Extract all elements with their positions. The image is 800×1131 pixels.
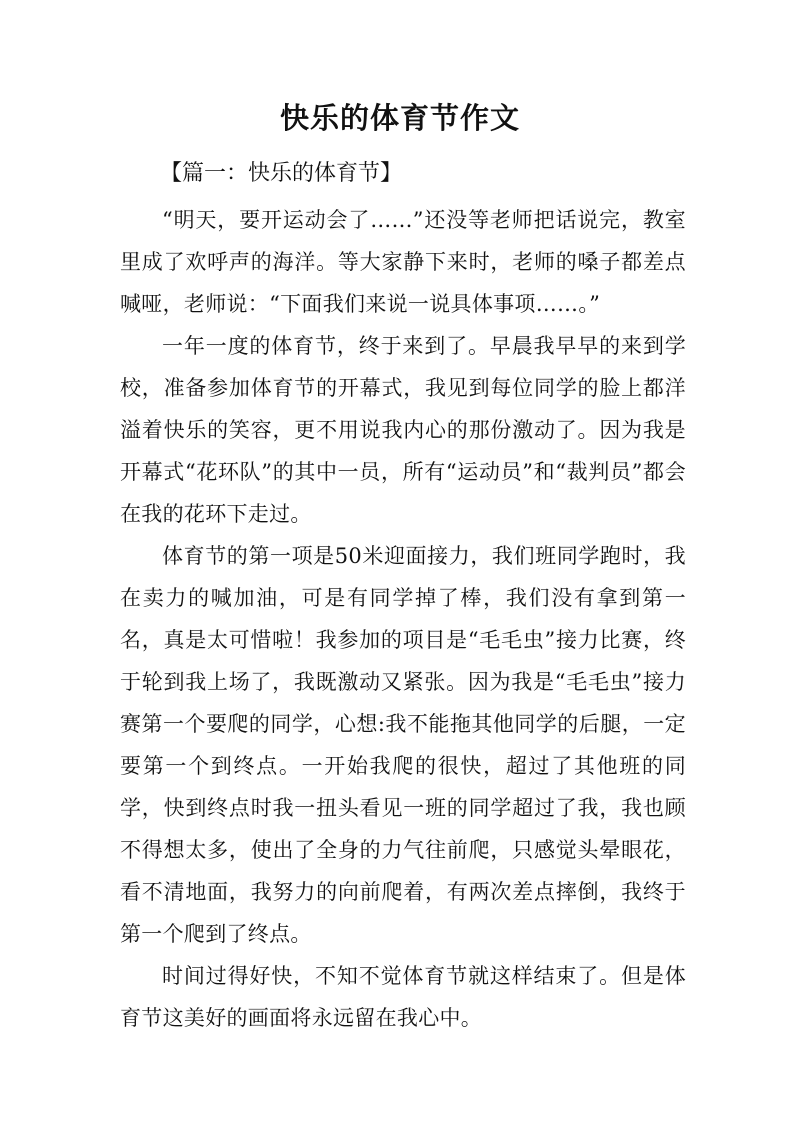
- section-heading: 【篇一：快乐的体育节】: [160, 161, 403, 186]
- paragraph-1: “明天，要开运动会了……”还没等老师把话说完，教室里成了欢呼声的海洋。等大家静下来时，老师的嗓子都差点喊哑，老师说：“下面我们来说一说具体事项……。”: [120, 208, 686, 316]
- paragraph-2: 一年一度的体育节，终于来到了。早晨我早早的来到学校，准备参加体育节的开幕式，我见到每位同学的脸上都洋溢着快乐的笑容，更不用说我内心的那份激动了。因为我是开幕式“花环队”的其中一员，所有“运动员”和“裁判员”都会在我的花环下走过。: [120, 334, 686, 526]
- document-body: [120, 199, 686, 1039]
- document-title: 快乐的体育节作文: [279, 101, 520, 135]
- paragraph-4: 时间过得好快，不知不觉体育节就这样结束了。但是体育节这美好的画面将永远留在我心中。: [120, 964, 686, 1030]
- paragraph-3: 体育节的第一项是50米迎面接力，我们班同学跑时，我在卖力的喊加油，可是有同学掉了棒，我们没有拿到第一名，真是太可惜啦！我参加的项目是“毛毛虫”接力比赛，终于轮到我上场了，我既激动又紧张。因为我是“毛毛虫”接力赛第一个要爬的同学，心想:我不能拖其他同学的后腿，一定要第一个到终点。一开始我爬的很快，超过了其他班的同学，快到终点时我一扭头看见一班的同学超过了我，我也顾不得想太多，使出了全身的力气往前爬，只感觉头晕眼花，看不清地面，我努力的向前爬着，有两次差点摔倒，我终于第一个爬到了终点。: [120, 544, 686, 946]
